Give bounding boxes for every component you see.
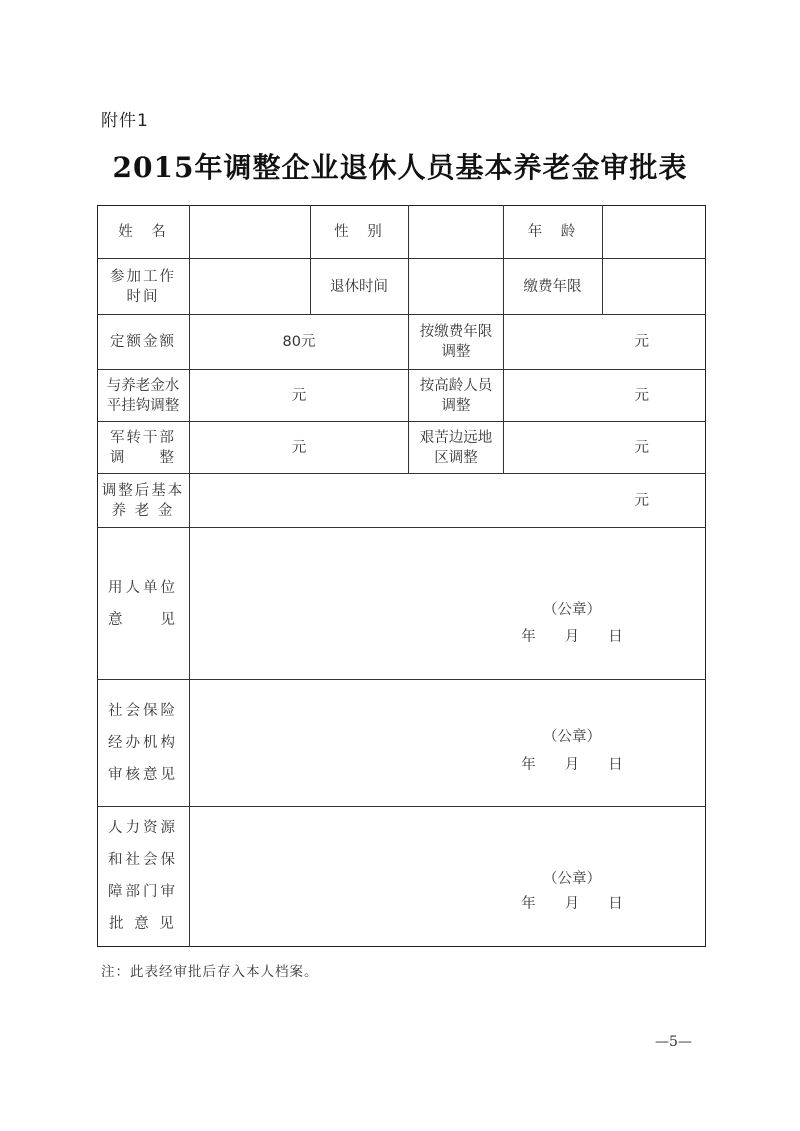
elderly-adjust-label: 按高龄人员 调整 <box>419 377 493 414</box>
page-title: 2015年调整企业退休人员基本养老金审批表 <box>112 151 688 184</box>
contrib-adjust-label: 按缴费年限 调整 <box>419 324 493 360</box>
social-insurance-opinion-label: 社会保险 经办机构 审核意见 <box>108 703 178 783</box>
adjusted-pension-label: 调整后基本 养 老 金 <box>101 482 185 519</box>
pension-link-label: 与养老金水 平挂钩调整 <box>106 377 180 414</box>
adjusted-pension-value: 元 <box>634 492 649 509</box>
remote-area-label: 艰苦边远地 区调整 <box>419 429 493 466</box>
work-start-field[interactable] <box>190 259 310 314</box>
contrib-years-label: 缴费年限 <box>523 278 582 295</box>
page-number: —5— <box>655 1034 692 1050</box>
pension-link-value: 元 <box>291 387 307 404</box>
gender-label: 性 别 <box>334 223 384 240</box>
retire-time-label: 退休时间 <box>330 278 388 295</box>
army-cadre-label: 军转干部 调 整 <box>110 429 176 466</box>
fixed-amount-value: 80元 <box>282 334 316 350</box>
hr-dept-date: 年 月 日 <box>521 896 623 912</box>
remote-area-value: 元 <box>634 439 649 456</box>
elderly-adjust-value: 元 <box>634 387 649 404</box>
fixed-amount-label: 定额金额 <box>110 334 176 350</box>
approval-form-table <box>97 205 706 947</box>
employer-seal: （公章） <box>543 602 601 618</box>
retire-time-field[interactable] <box>409 259 503 314</box>
gender-field[interactable] <box>409 205 503 258</box>
army-cadre-value: 元 <box>291 439 307 456</box>
social-insurance-date: 年 月 日 <box>521 757 623 773</box>
contrib-adjust-value: 元 <box>634 334 649 350</box>
employer-date: 年 月 日 <box>521 629 623 645</box>
work-start-label: 参加工作 时间 <box>110 268 176 305</box>
hr-dept-opinion-label: 人力资源 和社会保 障部门审 批 意 见 <box>108 820 178 932</box>
attachment-label: 附件1 <box>101 111 149 131</box>
age-field[interactable] <box>603 205 705 258</box>
footnote: 注：此表经审批后存入本人档案。 <box>101 964 319 980</box>
employer-opinion-label: 用人单位 意 见 <box>108 579 178 628</box>
hr-dept-seal: （公章） <box>543 871 601 887</box>
age-label: 年 龄 <box>527 223 578 240</box>
social-insurance-seal: （公章） <box>543 729 601 745</box>
name-field[interactable] <box>190 205 310 258</box>
name-label: 姓 名 <box>118 223 168 240</box>
contrib-years-field[interactable] <box>603 259 705 314</box>
